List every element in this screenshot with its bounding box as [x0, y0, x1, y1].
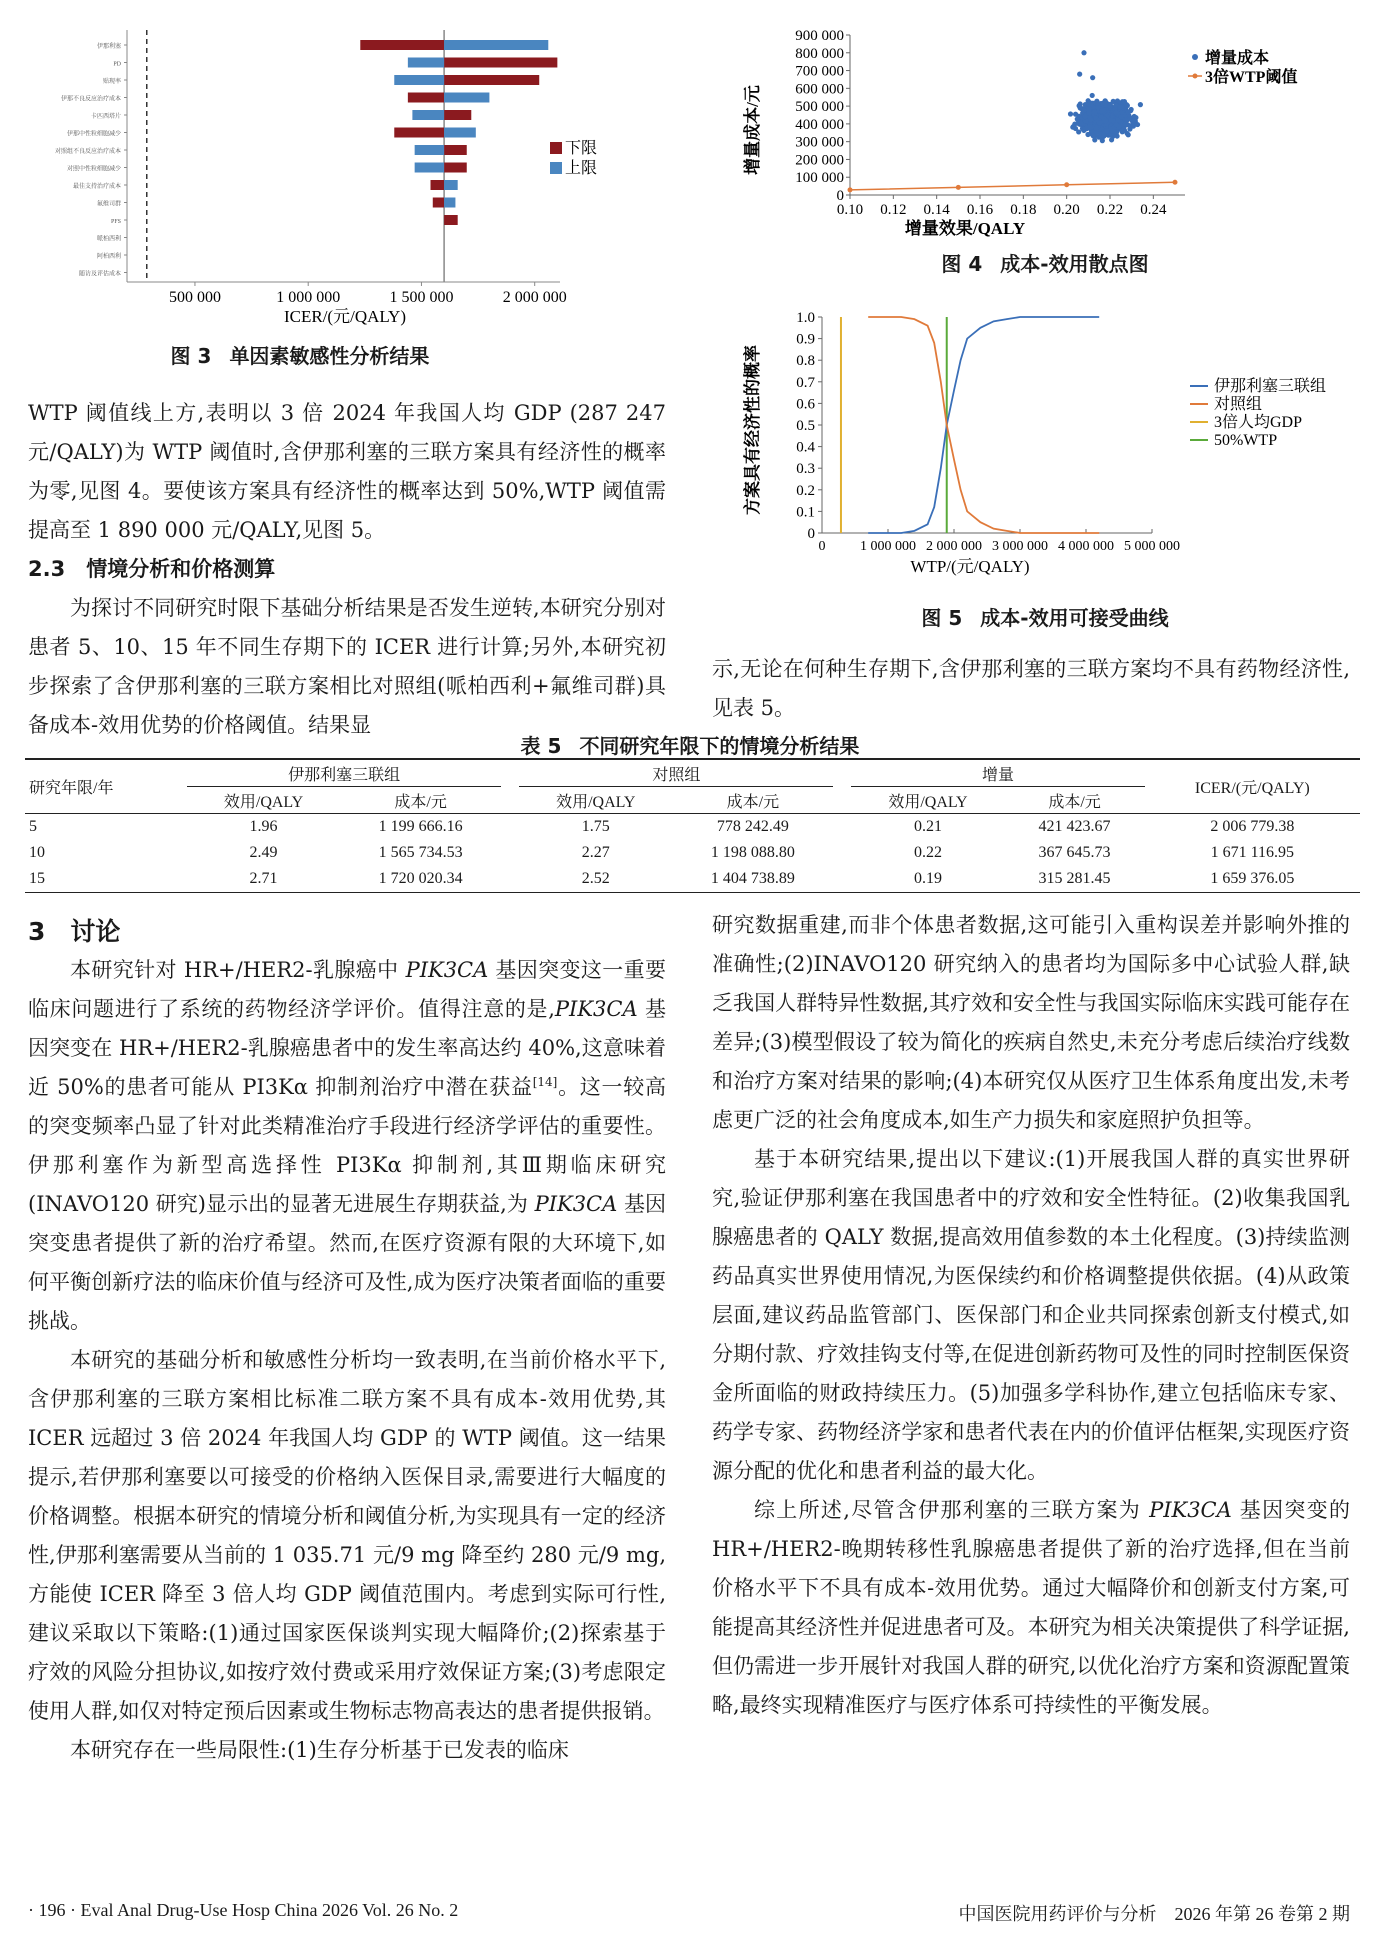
y-tick-label: 900 000 [795, 28, 844, 44]
header-year: 研究年限/年 [25, 759, 187, 814]
x-tick-label: 5 000 000 [1124, 539, 1180, 554]
bar-lower [444, 58, 557, 68]
scatter-point [1086, 102, 1091, 107]
citation: [14] [532, 1075, 558, 1089]
subheader-cost: 成本/元 [672, 787, 833, 814]
scatter-point [1087, 125, 1092, 130]
y-tick-label: 800 000 [795, 45, 844, 62]
paragraph: 本研究针对 HR+/HER2-乳腺癌中 PIK3CA 基因突变这一重要临床问题进行了系统的药物经济学评价。值得注意的是,PIK3CA 基因突变在 HR+/HER2-乳腺癌患者中的发生率高达约 40%,这意味着近 50%的患者可能从 PI3Kα 抑制剂治疗中潜在获益[14]。这一较高的突变频率凸显了针对此类精准治疗手段进行经济学评估的重要性。伊那利塞作为新型高选择性 PI3Kα 抑制剂,其Ⅲ期临床研究(INAVO120 研究)显示出的显著无进展生存期获益,为 PIK3CA 基因突变患者提供了新的治疗希望。然而,在医疗资源有限的大环境下,如何平衡创新疗法的临床价值与经济可及性,成为医疗决策者面临的重要挑战。 [28, 958, 666, 1333]
table-cell: 1.75 [581, 818, 610, 835]
footer-right: 中国医院用药评价与分析 2026 年第 26 卷第 2 期 [958, 1904, 1350, 1924]
category-label: PFS [110, 219, 121, 225]
y-tick-label: 0.8 [796, 353, 815, 370]
table-cell: 5 [29, 818, 37, 835]
footer-left: · 196 · Eval Anal Drug-Use Hosp China 2026 Vol. 26 No. 2 [28, 1900, 459, 1920]
bar-lower [444, 110, 471, 120]
legend-label-wtp: 3倍WTP阈值 [1205, 69, 1298, 86]
scatter-point [1107, 104, 1112, 109]
category-label: 伊那不良反应治疗成本 [60, 96, 121, 103]
y-tick-label: 1.0 [796, 310, 815, 326]
y-tick-label: 0.1 [796, 504, 815, 521]
left-top-text [28, 394, 666, 745]
category-label: PD [113, 61, 121, 68]
y-tick-label: 400 000 [795, 116, 844, 133]
category-label: 伊那中性粒细胞减少 [66, 131, 121, 138]
x-tick-label: 2 000 000 [502, 289, 567, 306]
legend-label-50wtp: 50%WTP [1214, 432, 1278, 449]
bar-upper [444, 40, 548, 50]
x-tick-label: 1 500 000 [389, 289, 454, 306]
y-tick-label: 500 000 [795, 99, 844, 116]
scatter-point [1090, 75, 1095, 80]
bar-upper [444, 198, 455, 208]
table-row [25, 814, 1360, 841]
y-tick-label: 600 000 [795, 81, 844, 98]
legend-label-treatment: 伊那利塞三联组 [1214, 378, 1327, 395]
paragraph: 为探讨不同研究时限下基础分析结果是否发生逆转,本研究分别对患者 5、10、15 年不同生存期下的 ICER 进行计算;另外,本研究初步探索了含伊那利塞的三联方案相比对照组(哌柏西利+氟维司群)具备成本-效用优势的价格阈值。结果显 [28, 596, 666, 737]
bar-upper [394, 75, 444, 85]
section-heading-3: 3 讨论 [28, 917, 121, 946]
scatter-point [1110, 129, 1115, 134]
bar-upper [444, 93, 489, 103]
scatter-point [1123, 122, 1128, 127]
wtp-threshold-line [850, 182, 1175, 190]
x-tick-label: 3 000 000 [992, 539, 1048, 554]
scatter-point [1114, 110, 1119, 115]
table-cell: 10 [29, 844, 45, 861]
x-tick-label: 0.14 [923, 202, 950, 218]
scatter-point [1131, 118, 1136, 123]
scatter-point [1090, 93, 1095, 98]
control-curve [868, 317, 1099, 533]
y-tick-label: 0 [807, 526, 815, 542]
legend-swatch-lower [550, 142, 562, 154]
table-row [25, 840, 1360, 866]
x-tick-label: 0.12 [880, 202, 907, 218]
header-group-control: 对照组 [519, 759, 833, 787]
right-top-text [712, 650, 1350, 728]
table-cell: 2.49 [249, 844, 278, 861]
table-cell: 0.22 [913, 844, 942, 861]
subheader-utility: 效用/QALY [851, 787, 1004, 814]
y-tick-label: 0 [836, 188, 844, 204]
fig5-ylabel: 方案具有经济性的概率 [743, 345, 762, 515]
bar-upper [412, 110, 444, 120]
bar-lower [394, 128, 444, 138]
scatter-point [1094, 126, 1099, 131]
table-cell: 0.19 [913, 870, 942, 887]
scatter-point [1103, 118, 1108, 123]
scatter-point [1118, 104, 1123, 109]
bar-lower [360, 40, 444, 50]
figure-4-caption: 图 4 成本-效用散点图 [941, 252, 1149, 276]
legend-label-control: 对照组 [1214, 396, 1263, 413]
scatter-point [1099, 108, 1104, 113]
table-cell: 315 281.45 [1038, 870, 1111, 887]
table-cell: 2 006 779.38 [1210, 818, 1295, 835]
bar-upper [415, 145, 444, 155]
paragraph: WTP 阈值线上方,表明以 3 倍 2024 年我国人均 GDP (287 247 元/QALY)为 WTP 阈值时,含伊那利塞的三联方案具有经济性的概率为零,见图 4。要使该方案具有经济性的概率达到 50%,WTP 阈值需提高至 1 890 000 元/QALY,见图 5。 [28, 401, 666, 542]
scatter-point [1077, 104, 1082, 109]
paragraph: 本研究存在一些局限性:(1)生存分析基于已发表的临床 [70, 1738, 569, 1762]
table-5-caption: 表 5 不同研究年限下的情境分析结果 [520, 734, 860, 758]
x-tick-label: 0.16 [966, 202, 994, 218]
header-group-treatment: 伊那利塞三联组 [187, 759, 501, 787]
scatter-point [1078, 121, 1083, 126]
table-cell: 1 199 666.16 [378, 818, 463, 835]
legend-label-lower: 下限 [565, 140, 598, 157]
table-cell: 1 565 734.53 [378, 844, 463, 861]
x-tick-label: 1 000 000 [860, 539, 916, 554]
y-tick-label: 0.6 [796, 396, 815, 413]
y-tick-label: 0.3 [796, 461, 815, 478]
table-cell: 15 [29, 870, 45, 887]
y-tick-label: 0.4 [796, 439, 815, 456]
table-cell: 1.96 [249, 818, 278, 835]
x-tick-label: 0 [818, 539, 826, 554]
scatter-point [1085, 132, 1090, 137]
scatter-point [1083, 114, 1088, 119]
table-cell: 421 423.67 [1038, 818, 1111, 835]
category-label: 氟维司群 [96, 201, 121, 208]
fig3-xlabel: ICER/(元/QALY) [283, 307, 407, 326]
bar-lower [408, 93, 444, 103]
paragraph: 本研究的基础分析和敏感性分析均一致表明,在当前价格水平下,含伊那利塞的三联方案相比标准二联方案不具有成本-效用优势,其 ICER 远超过 3 倍 2024 年我国人均 GDP 的 WTP 阈值。这一结果提示,若伊那利塞要以可接受的价格纳入医保目录,需要进行大幅度的价格调整。根据本研究的情境分析和阈值分析,为实现具有一定的经济性,伊那利塞需要从当前的 1 035.71 元/9 mg 降至约 280 元/9 mg,方能使 ICER 降至 3 倍人均 GDP 阈值范围内。考虑到实际可行性,建议采取以下策略:(1)通过国家医保谈判实现大幅降价;(2)探索基于疗效的风险分担协议,如按疗效付费或采用疗效保证方案;(3)考虑限定使用人群,如仅对特定预后因素或生物标志物高表达的患者提供报销。 [28, 1348, 666, 1723]
y-tick-label: 0.7 [796, 374, 815, 391]
figure-number: 图 3 [170, 344, 212, 368]
y-tick-label: 200 000 [795, 152, 844, 169]
y-tick-label: 700 000 [795, 63, 844, 80]
wtp-threshold-point [1173, 180, 1178, 185]
discussion-right-column [712, 906, 1350, 1725]
paragraph: 基于本研究结果,提出以下建议:(1)开展我国人群的真实世界研究,验证伊那利塞在我国患者中的疗效和安全性特征。(2)收集我国乳腺癌患者的 QALY 数据,提高效用值参数的本土化程度。(3)持续监测药品真实世界使用情况,为医保续约和价格调整提供依据。(4)从政策层面,建议药品监管部门、医保部门和企业共同探索创新支付模式,如分期付款、疗效挂钩支付等,在促进创新药物可及性的同时控制医保资金所面临的财政持续压力。(5)加强多学科协作,建立包括临床专家、药学专家、药物经济学家和患者代表在内的价值评估框架,实现医疗资源分配的优化和患者利益的最大化。 [712, 1147, 1350, 1483]
y-tick-label: 300 000 [795, 134, 844, 151]
subheader-cost: 成本/元 [1004, 787, 1144, 814]
category-label: 伊那利塞 [96, 44, 121, 50]
table-cell: 1 720 020.34 [378, 870, 463, 887]
figure-3-caption [20, 340, 580, 369]
scatter-point [1092, 137, 1097, 142]
bar-lower [444, 145, 467, 155]
category-label: 哌柏西利 [96, 236, 121, 243]
table-cell: 2.27 [581, 844, 610, 861]
figure-3-tornado-chart [20, 20, 598, 340]
subheader-cost: 成本/元 [340, 787, 501, 814]
table-cell: 1 659 376.05 [1210, 870, 1295, 887]
figure-5-caption: 图 5 成本-效用可接受曲线 [921, 606, 1169, 630]
scatter-point [1108, 117, 1113, 122]
category-label: 对照组不良反应治疗成本 [54, 149, 121, 155]
section-heading-2-3: 2.3 情境分析和价格测算 [28, 557, 276, 581]
fig4-ylabel: 增量成本/元 [743, 85, 762, 175]
x-tick-label: 500 000 [168, 289, 221, 306]
table-cell: 0.21 [913, 818, 942, 835]
scatter-point [1102, 133, 1107, 138]
x-tick-label: 0.24 [1140, 202, 1167, 218]
paragraph: 综上所述,尽管含伊那利塞的三联方案为 PIK3CA 基因突变的 HR+/HER2-晚期转移性乳腺癌患者提供了新的治疗选择,但在当前价格水平下不具有成本-效用优势。通过大幅降价和创新支付方案,可能提高其经济性并促进患者可及。本研究为相关决策提供了科学证据,但仍需进一步开展针对我国人群的研究,以优化治疗方案和资源配置策略,最终实现精准医疗与医疗体系可持续性的平衡发展。 [712, 1498, 1350, 1717]
legend-swatch-upper [550, 162, 562, 174]
wtp-threshold-point [1064, 182, 1069, 187]
table-row [25, 866, 1360, 893]
scatter-point [1068, 111, 1073, 116]
scatter-point [1114, 122, 1119, 127]
paragraph: 研究数据重建,而非个体患者数据,这可能引入重构误差并影响外推的准确性;(2)INAVO120 研究纳入的患者均为国际多中心试验人群,缺乏我国人群特异性数据,其疗效和安全性与我国实际临床实践可能存在差异;(3)模型假设了较为简化的疾病自然史,未充分考虑后续治疗线数和治疗方案对结果的影响;(4)本研究仅从医疗卫生体系角度出发,未考虑更广泛的社会角度成本,如生产力损失和家庭照护负担等。 [712, 913, 1350, 1132]
legend-marker-incremental-cost [1192, 54, 1198, 60]
discussion-left-column [28, 912, 666, 1770]
header-icer: ICER/(元/QALY) [1145, 759, 1360, 814]
x-tick-label: 1 000 000 [276, 289, 341, 306]
x-tick-label: 0.10 [836, 202, 864, 218]
x-tick-label: 4 000 000 [1058, 539, 1114, 554]
category-label: 最佳支持治疗成本 [72, 184, 121, 190]
scatter-point [1077, 72, 1082, 77]
category-label: 随访及评估成本 [78, 271, 121, 278]
x-tick-label: 2 000 000 [926, 539, 982, 554]
scatter-point [1126, 110, 1131, 115]
table-cell: 778 242.49 [716, 818, 789, 835]
paragraph: 示,无论在何种生存期下,含伊那利塞的三联方案均不具有药物经济性,见表 5。 [712, 657, 1350, 720]
bar-lower [431, 180, 445, 190]
fig5-legend [1190, 377, 1326, 449]
wtp-threshold-point [956, 185, 961, 190]
scatter-point [1135, 122, 1140, 127]
y-tick-label: 0.5 [796, 418, 815, 434]
fig5-xlabel: WTP/(元/QALY) [910, 557, 1030, 576]
header-group-increment: 增量 [851, 759, 1144, 787]
y-tick-label: 0.2 [796, 482, 815, 499]
table-cell: 1 671 116.95 [1210, 844, 1295, 861]
y-tick-label: 100 000 [795, 170, 844, 187]
legend-label-incremental-cost: 增量成本 [1205, 50, 1270, 67]
bar-lower [444, 75, 539, 85]
subheader-utility: 效用/QALY [519, 787, 672, 814]
subheader-utility: 效用/QALY [187, 787, 340, 814]
figure-4-scatter-chart [720, 20, 1370, 238]
bar-upper [444, 180, 458, 190]
category-label: 贴现率 [102, 79, 121, 85]
treatment-curve [868, 317, 1099, 533]
legend-label-gdp: 3倍人均GDP [1214, 414, 1303, 431]
bar-lower [433, 198, 444, 208]
scatter-point [1097, 121, 1102, 126]
scatter-point [1122, 99, 1127, 104]
scatter-point [1092, 110, 1097, 115]
scatter-point [1071, 124, 1076, 129]
bar-upper [415, 163, 444, 173]
scatter-point [1138, 102, 1143, 107]
figure-5-ceac-chart [720, 300, 1370, 585]
table-cell: 1 198 088.80 [710, 844, 795, 861]
fig3-legend [550, 139, 597, 177]
bar-lower [444, 215, 458, 225]
fig4-xlabel: 增量效果/QALY [904, 219, 1026, 238]
scatter-point [1119, 114, 1124, 119]
x-tick-label: 0.18 [1010, 202, 1037, 218]
table-cell: 367 645.73 [1038, 844, 1111, 861]
scatter-point [1122, 128, 1127, 133]
table-cell: 2.71 [249, 870, 278, 887]
bar-upper [408, 58, 444, 68]
category-label: 阿柏西利 [96, 254, 121, 260]
bar-upper [444, 128, 476, 138]
y-tick-label: 0.9 [796, 331, 815, 348]
fig4-legend [1188, 48, 1297, 86]
table-5 [25, 758, 1360, 893]
category-label: 对照中性粒细胞减少 [66, 166, 121, 173]
legend-label-upper: 上限 [565, 160, 598, 177]
bar-lower [444, 163, 467, 173]
table-cell: 2.52 [581, 870, 610, 887]
scatter-point [1088, 117, 1093, 122]
wtp-threshold-point [848, 187, 853, 192]
category-label: 卡匹西塔片 [90, 114, 121, 120]
table-cell: 1 404 738.89 [710, 870, 795, 887]
scatter-point [1081, 50, 1086, 55]
x-tick-label: 0.20 [1053, 202, 1080, 218]
x-tick-label: 0.22 [1096, 202, 1124, 218]
figure-title: 单因素敏感性分析结果 [229, 344, 430, 368]
scatter-point [1114, 130, 1119, 135]
